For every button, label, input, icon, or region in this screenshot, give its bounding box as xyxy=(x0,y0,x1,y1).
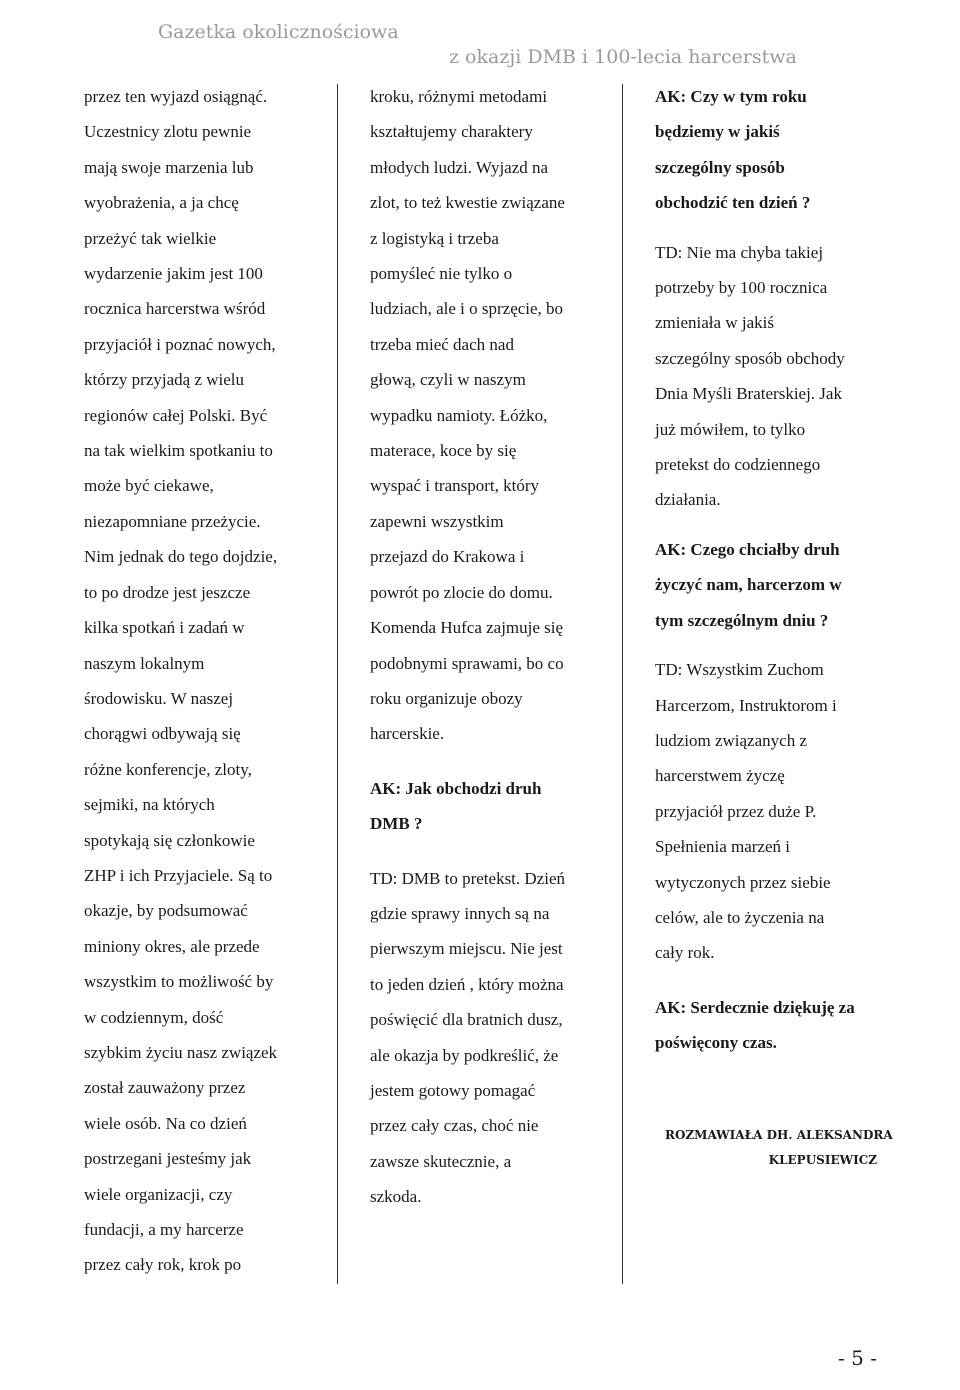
text-line: TD: DMB to pretekst. Dzień xyxy=(370,868,565,888)
text-line: zawsze skutecznie, a xyxy=(370,1151,512,1171)
text-line: poświęcony czas. xyxy=(655,1033,777,1053)
text-line: wypadku namioty. Łóżko, xyxy=(370,405,548,425)
text-line: regionów całej Polski. Być xyxy=(84,405,268,425)
text-line: roku organizuje obozy xyxy=(370,688,523,708)
text-line: AK: Czego chciałby druh xyxy=(655,539,840,559)
text-line: przyjaciół przez duże P. xyxy=(655,801,817,821)
text-line: już mówiłem, to tylko xyxy=(655,419,806,439)
text-line: wyspać i transport, który xyxy=(370,476,540,496)
text-line: szkoda. xyxy=(370,1187,422,1207)
text-line: Uczestnicy zlotu pewnie xyxy=(84,122,252,142)
text-line: zmieniała w jakiś xyxy=(655,313,774,333)
text-line: zapewni wszystkim xyxy=(370,511,504,531)
text-line: trzeba mieć dach nad xyxy=(370,334,514,354)
text-line: tym szczególnym dniu ? xyxy=(655,610,829,630)
text-line: poświęcić dla bratnich dusz, xyxy=(370,1010,563,1030)
text-line: przez cały rok, krok po xyxy=(84,1255,242,1275)
text-line: Dnia Myśli Braterskiej. Jak xyxy=(655,384,842,404)
text-line: szczególny sposób obchody xyxy=(655,348,845,368)
text-line: mają swoje marzenia lub xyxy=(84,157,254,177)
text-line: będziemy w jakiś xyxy=(655,122,780,142)
interview-question xyxy=(655,532,895,638)
text-line: to po drodze jest jeszcze xyxy=(84,582,251,602)
text-line: środowisku. W naszej xyxy=(84,688,234,708)
text-line: harcerskie. xyxy=(370,724,445,744)
text-line: głową, czyli w naszym xyxy=(370,370,526,390)
text-line: wiele osób. Na co dzień xyxy=(84,1113,247,1133)
text-line: Spełnienia marzeń i xyxy=(655,837,791,857)
text-line: ale okazja by podkreślić, że xyxy=(370,1045,559,1065)
text-line: materace, koce by się xyxy=(370,441,517,461)
column-3 xyxy=(655,79,895,1061)
text-line: miniony okres, ale przede xyxy=(84,936,260,956)
text-line: spotykają się członkowie xyxy=(84,830,255,850)
byline-line-2: KLEPUSIEWICZ xyxy=(768,1153,877,1167)
text-line: Nim jednak do tego dojdzie, xyxy=(84,547,278,567)
text-line: Komenda Hufca zajmuje się xyxy=(370,618,564,638)
text-line: potrzeby by 100 rocznica xyxy=(655,278,828,298)
text-line: rocznica harcerstwa wśród xyxy=(84,299,266,319)
text-line: w codziennym, dość xyxy=(84,1007,224,1027)
interview-answer xyxy=(655,235,895,518)
interview-answer xyxy=(655,652,895,971)
text-line: niezapomniane przeżycie. xyxy=(84,511,261,531)
text-line: jestem gotowy pomagać xyxy=(370,1080,536,1100)
column-divider-2 xyxy=(622,84,623,1284)
text-line: celów, ale to życzenia na xyxy=(655,907,825,927)
text-line: kroku, różnymi metodami xyxy=(370,87,548,106)
column-1 xyxy=(84,79,324,1283)
text-line: harcerstwem życzę xyxy=(655,766,785,786)
text-line: pretekst do codziennego xyxy=(655,455,821,475)
text-line: z logistyką i trzeba xyxy=(370,228,499,248)
text-line: okazje, by podsumować xyxy=(84,901,248,921)
text-line: życzyć nam, harcerzom w xyxy=(655,575,842,595)
text-line: AK: Jak obchodzi druh xyxy=(370,778,542,798)
column-divider-1 xyxy=(337,84,338,1284)
text-line: TD: Nie ma chyba takiej xyxy=(655,242,824,262)
text-line: podobnymi sprawami, bo co xyxy=(370,653,564,673)
interview-question xyxy=(655,79,895,221)
text-line: ZHP i ich Przyjaciele. Są to xyxy=(84,865,273,885)
text-line: TD: Wszystkim Zuchom xyxy=(655,660,824,680)
text-line: naszym lokalnym xyxy=(84,653,205,673)
text-line: kilka spotkań i zadań w xyxy=(84,618,245,638)
text-line: może być ciekawe, xyxy=(84,476,214,496)
text-line: sejmiki, na których xyxy=(84,795,215,815)
text-line: Harcerzom, Instruktorom i xyxy=(655,695,837,715)
text-line: wyobrażenia, a ja chcę xyxy=(84,193,239,213)
text-line: przeżyć tak wielkie xyxy=(84,228,217,248)
text-line: szczególny sposób xyxy=(655,157,785,177)
text-line: AK: Czy w tym roku xyxy=(655,87,807,106)
text-line: powrót po zlocie do domu. xyxy=(370,582,553,602)
text-line: postrzegani jesteśmy jak xyxy=(84,1149,252,1169)
text-line: którzy przyjadą z wielu xyxy=(84,370,245,390)
text-line: cały rok. xyxy=(655,943,715,963)
text-line: obchodzić ten dzień ? xyxy=(655,193,811,213)
text-line: zlot, to też kwestie związane xyxy=(370,193,565,213)
text-line: na tak wielkim spotkaniu to xyxy=(84,441,273,461)
text-line: przez ten wyjazd osiągnąć. xyxy=(84,87,268,106)
text-line: wszystkim to możliwość by xyxy=(84,972,274,992)
text-line: fundacji, a my harcerze xyxy=(84,1220,244,1239)
interview-closing xyxy=(655,990,895,1061)
header-title-left: Gazetka okolicznościowa xyxy=(158,21,399,43)
text-line: wydarzenie jakim jest 100 xyxy=(84,264,263,284)
text-line: chorągwi odbywają się xyxy=(84,724,241,744)
text-line: pomyśleć nie tylko o xyxy=(370,264,513,284)
interview-answer xyxy=(370,861,610,1215)
text-line: pierwszym miejscu. Nie jest xyxy=(370,939,563,959)
column-2 xyxy=(370,79,610,1215)
text-line: przez cały czas, choć nie xyxy=(370,1116,539,1136)
interview-question xyxy=(370,771,610,842)
column-2-paragraph xyxy=(370,79,610,752)
text-line: kształtujemy charaktery xyxy=(370,122,533,142)
text-line: różne konferencje, zloty, xyxy=(84,759,252,779)
page-number: - 5 - xyxy=(838,1346,877,1370)
text-line: ludziom związanych z xyxy=(655,730,807,750)
text-line: AK: Serdecznie dziękuję za xyxy=(655,997,855,1017)
text-line: wiele organizacji, czy xyxy=(84,1184,233,1204)
text-line: młodych ludzi. Wyjazd na xyxy=(370,157,549,177)
text-line: ludziach, ale i o sprzęcie, bo xyxy=(370,299,564,319)
header-title-right: z okazji DMB i 100-lecia harcerstwa xyxy=(449,46,797,68)
text-line: wytyczonych przez siebie xyxy=(655,872,831,892)
text-line: gdzie sprawy innych są na xyxy=(370,903,550,923)
text-line: działania. xyxy=(655,490,721,510)
text-line: został zauważony przez xyxy=(84,1078,246,1098)
byline xyxy=(655,1123,893,1173)
text-line: DMB ? xyxy=(370,814,423,834)
text-line: przyjaciół i poznać nowych, xyxy=(84,334,276,354)
text-line: szybkim życiu nasz związek xyxy=(84,1042,278,1062)
text-line: przejazd do Krakowa i xyxy=(370,547,525,567)
byline-line-1: ROZMAWIAŁA DH. ALEKSANDRA xyxy=(665,1128,893,1142)
text-line: to jeden dzień , który można xyxy=(370,974,564,994)
